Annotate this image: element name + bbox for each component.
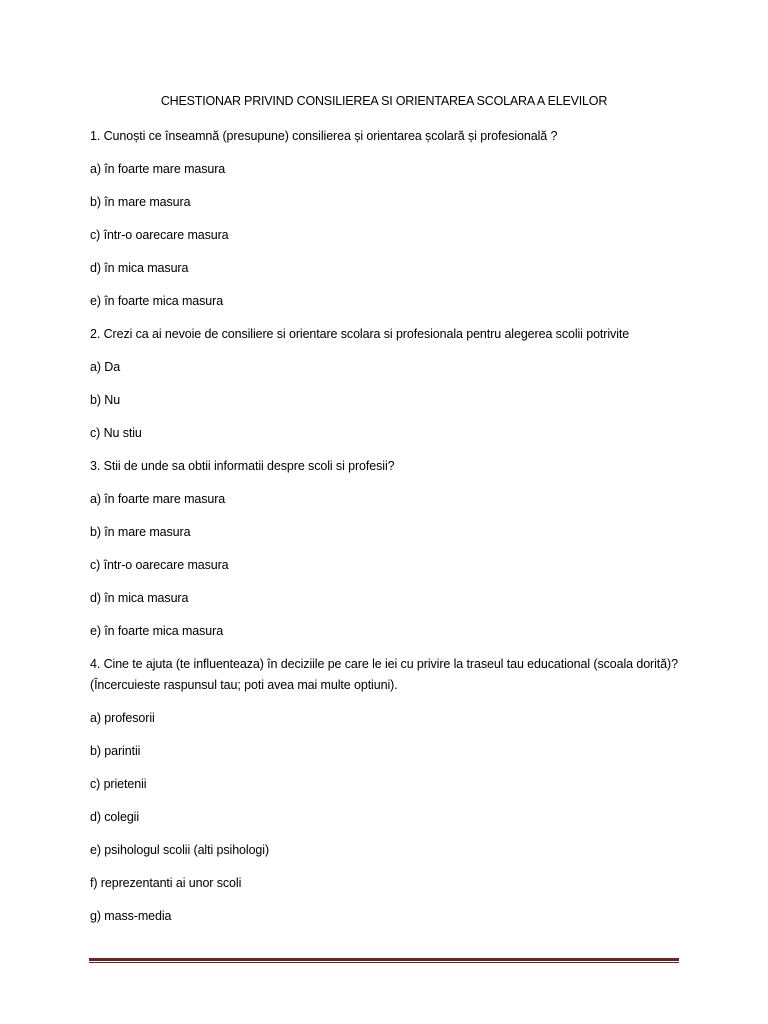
q1-option-a: a) în foarte mare masura bbox=[90, 162, 226, 176]
q2-option-a: a) Da bbox=[90, 360, 121, 374]
page-title: CHESTIONAR PRIVIND CONSILIEREA SI ORIENTAREA SCOLARA A ELEVILOR bbox=[160, 94, 608, 108]
q4-option-f: f) reprezentanti ai unor scoli bbox=[90, 876, 242, 890]
question-4: 4. Cine te ajuta (te influenteaza) în deciziile pe care le iei cu privire la traseul tau educational (scoala dorită)? (Încercuieste raspunsul tau; poti avea mai multe optiuni). bbox=[90, 657, 678, 692]
q3-option-b: b) în mare masura bbox=[90, 525, 191, 539]
q4-option-b: b) parintii bbox=[90, 744, 141, 758]
q4-option-g: g) mass-media bbox=[90, 909, 172, 923]
q4-option-d: d) colegii bbox=[90, 810, 140, 824]
questionnaire bbox=[90, 126, 690, 939]
question-2: 2. Crezi ca ai nevoie de consiliere si orientare scolara si profesionala pentru alegerea scolii potrivite bbox=[90, 327, 630, 341]
q3-option-c: c) într-o oarecare masura bbox=[90, 558, 229, 572]
question-3: 3. Stii de unde sa obtii informatii despre scoli si profesii? bbox=[90, 459, 395, 473]
q4-option-c: c) prietenii bbox=[90, 777, 147, 791]
q4-option-a: a) profesorii bbox=[90, 711, 155, 725]
q1-option-d: d) în mica masura bbox=[90, 261, 189, 275]
question-1: 1. Cunoști ce înseamnă (presupune) consilierea și orientarea școlară și profesională ? bbox=[90, 129, 558, 143]
q3-option-e: e) în foarte mica masura bbox=[90, 624, 224, 638]
q1-option-c: c) într-o oarecare masura bbox=[90, 228, 229, 242]
q3-option-a: a) în foarte mare masura bbox=[90, 492, 226, 506]
q1-option-e: e) în foarte mica masura bbox=[90, 294, 224, 308]
footer-divider-thin-line bbox=[89, 962, 679, 963]
q1-option-b: b) în mare masura bbox=[90, 195, 191, 209]
footer-divider bbox=[89, 958, 679, 964]
q3-option-d: d) în mica masura bbox=[90, 591, 189, 605]
q2-option-c: c) Nu stiu bbox=[90, 426, 142, 440]
q2-option-b: b) Nu bbox=[90, 393, 121, 407]
q4-option-e: e) psihologul scolii (alti psihologi) bbox=[90, 843, 270, 857]
